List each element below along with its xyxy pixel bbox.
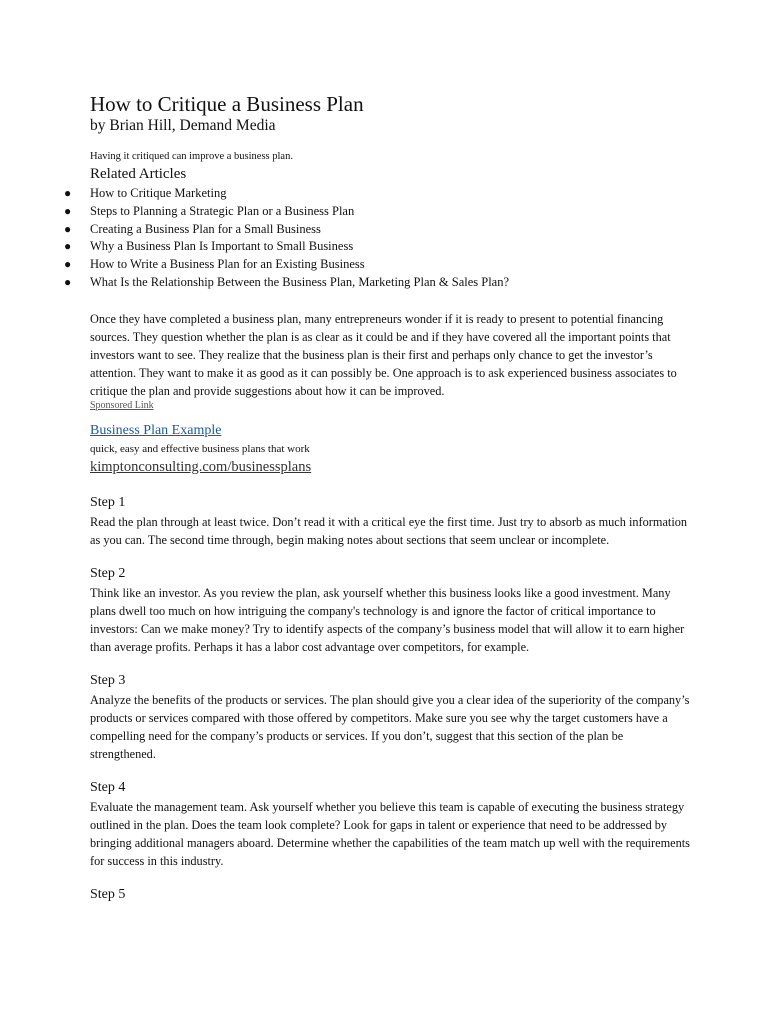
- step-1-heading: Step 1: [90, 494, 126, 510]
- step-1-text: Read the plan through at least twice. Don’t read it with a critical eye the first time. Just try to absorb as much information as you can. The second time through, begin making notes about sections that seem unclear or incomplete.: [90, 514, 688, 547]
- step-4-heading: Step 4: [90, 779, 126, 795]
- ad-description: quick, easy and effective business plans that work: [90, 442, 310, 455]
- bullet-icon: ●: [64, 274, 72, 289]
- related-article-link[interactable]: ● What Is the Relationship Between the Business Plan, Marketing Plan & Sales Plan?: [64, 274, 690, 292]
- step-3-text: Analyze the benefits of the products or services. The plan should give you a clear idea of the superiority of the company’s products or services compared with those offered by competitors. Make sure you see why the target customers have a compelling need for the company’s products or services. If you don’t, suggest that this section of the plan be strengthened.: [90, 692, 690, 761]
- intro-paragraph: Once they have completed a business plan, many entrepreneurs wonder if it is ready to present to potential financing sources. They question whether the plan is as clear as it could be and if they have covered all the important points that investors want to see. They realize that the business plan is their first and perhaps only chance to get the investor’s attention. They want to make it as good as it can possibly be. One approach is to ask experienced business associates to critique the plan and provide suggestions about how it can be improved.: [90, 311, 677, 398]
- sponsored-link-label[interactable]: Sponsored Link: [90, 399, 154, 411]
- related-article-link[interactable]: ● Creating a Business Plan for a Small Business: [64, 221, 690, 239]
- related-article-link[interactable]: ● Why a Business Plan Is Important to Small Business: [64, 238, 690, 256]
- article: [64, 92, 690, 905]
- related-articles-heading: Related Articles: [90, 166, 187, 182]
- step-3-heading: Step 3: [90, 672, 126, 688]
- related-article-link[interactable]: ● Steps to Planning a Strategic Plan or a Business Plan: [64, 203, 690, 221]
- image-caption: Having it critiqued can improve a business plan.: [90, 151, 293, 162]
- bullet-icon: ●: [64, 257, 72, 272]
- related-articles-list: [64, 185, 690, 292]
- ad-title-link[interactable]: Business Plan Example: [90, 422, 222, 438]
- byline: by Brian Hill, Demand Media: [90, 117, 276, 134]
- bullet-icon: ●: [64, 221, 72, 236]
- step-5-heading: Step 5: [90, 886, 126, 902]
- related-article-link[interactable]: ● How to Critique Marketing: [64, 185, 690, 203]
- step-2-text: Think like an investor. As you review the plan, ask yourself whether this business looks like a good investment. Many plans dwell too much on how intriguing the company's technology is and ignore the factor of critical importance to investors: Can we make money? Try to identify aspects of the company’s business model that will allow it to earn higher than average profits. Perhaps it has a labor cost advantage over competitors, for example.: [90, 585, 685, 654]
- page-title: How to Critique a Business Plan: [90, 92, 364, 116]
- step-2-heading: Step 2: [90, 565, 126, 581]
- step-4-text: Evaluate the management team. Ask yourself whether you believe this team is capable of executing the business strategy outlined in the plan. Does the team look complete? Look for gaps in talent or experience that need to be addressed by bringing additional managers aboard. Determine whether the capabilities of the team match up well with the requirements for success in this industry.: [90, 799, 690, 868]
- related-article-link[interactable]: ● How to Write a Business Plan for an Existing Business: [64, 256, 690, 274]
- bullet-icon: ●: [64, 186, 72, 200]
- bullet-icon: ●: [64, 239, 72, 254]
- ad-url-link[interactable]: kimptonconsulting.com/businessplans: [90, 458, 312, 475]
- bullet-icon: ●: [64, 203, 72, 218]
